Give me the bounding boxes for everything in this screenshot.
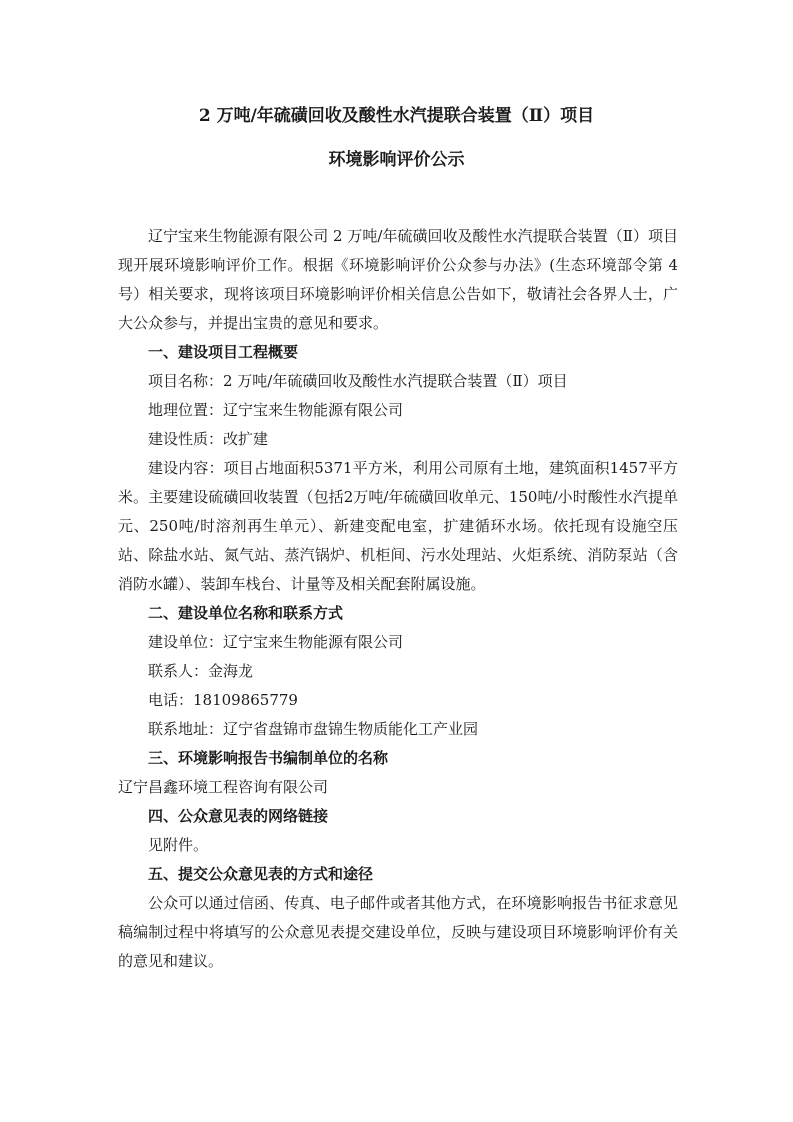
section1-heading: 一、建设项目工程概要 [148, 343, 299, 361]
document-title-line2: 环境影响评价公示 [328, 150, 465, 170]
intro-paragraph: 辽宁宝来生物能源有限公司 2 万吨/年硫磺回收及酸性水汽提联合装置（Ⅱ）项目现开展环境影响评价工作。根据《环境影响评价公众参与办法》(生态环境部令第 4 号）相关要求，现将该项目环境影响评价相关信息公告如下，敬请社会各界人士，广大公众参与，并提出宝贵的意见和要求。 [118, 227, 678, 332]
section4-heading: 四、公众意见表的网络链接 [148, 807, 329, 825]
nature-line: 建设性质：改扩建 [148, 430, 269, 448]
section2-heading: 二、建设单位名称和联系方式 [148, 604, 344, 622]
attachment-line: 见附件。 [148, 836, 209, 854]
content-paragraph: 建设内容：项目占地面积5371平方米，利用公司原有土地，建筑面积1457平方米。主要建设硫磺回收装置（包括2万吨/年硫磺回收单元、150吨/小时酸性水汽提单元、250吨/时溶剂再生单元）、新建变配电室，扩建循环水场。依托现有设施空压站、除盐水站、氮气站、蒸汽锅炉、机柜间、污水处理站、火炬系统、消防泵站（含消防水罐）、装卸车栈台、计量等及相关配套附属设施。 [118, 459, 678, 593]
contact-line: 联系人：金海龙 [148, 662, 254, 680]
unit-line: 建设单位：辽宁宝来生物能源有限公司 [148, 633, 404, 651]
location-line: 地理位置：辽宁宝来生物能源有限公司 [148, 401, 404, 419]
project-name-line: 项目名称：2 万吨/年硫磺回收及酸性水汽提联合装置（Ⅱ）项目 [148, 372, 568, 390]
document-title-line1: 2 万吨/年硫磺回收及酸性水汽提联合装置（Ⅱ）项目 [198, 106, 595, 126]
section3-heading: 三、环境影响报告书编制单位的名称 [148, 749, 389, 767]
org-line: 辽宁昌鑫环境工程咨询有限公司 [118, 778, 329, 796]
submission-paragraph: 公众可以通过信函、传真、电子邮件或者其他方式，在环境影响报告书征求意见稿编制过程中将填写的公众意见表提交建设单位，反映与建设项目环境影响评价有关的意见和建议。 [118, 894, 678, 970]
phone-line: 电话：18109865779 [148, 691, 298, 709]
address-line: 联系地址：辽宁省盘锦市盘锦生物质能化工产业园 [148, 720, 479, 738]
section5-heading: 五、提交公众意见表的方式和途径 [148, 865, 374, 883]
document-body [118, 222, 678, 976]
